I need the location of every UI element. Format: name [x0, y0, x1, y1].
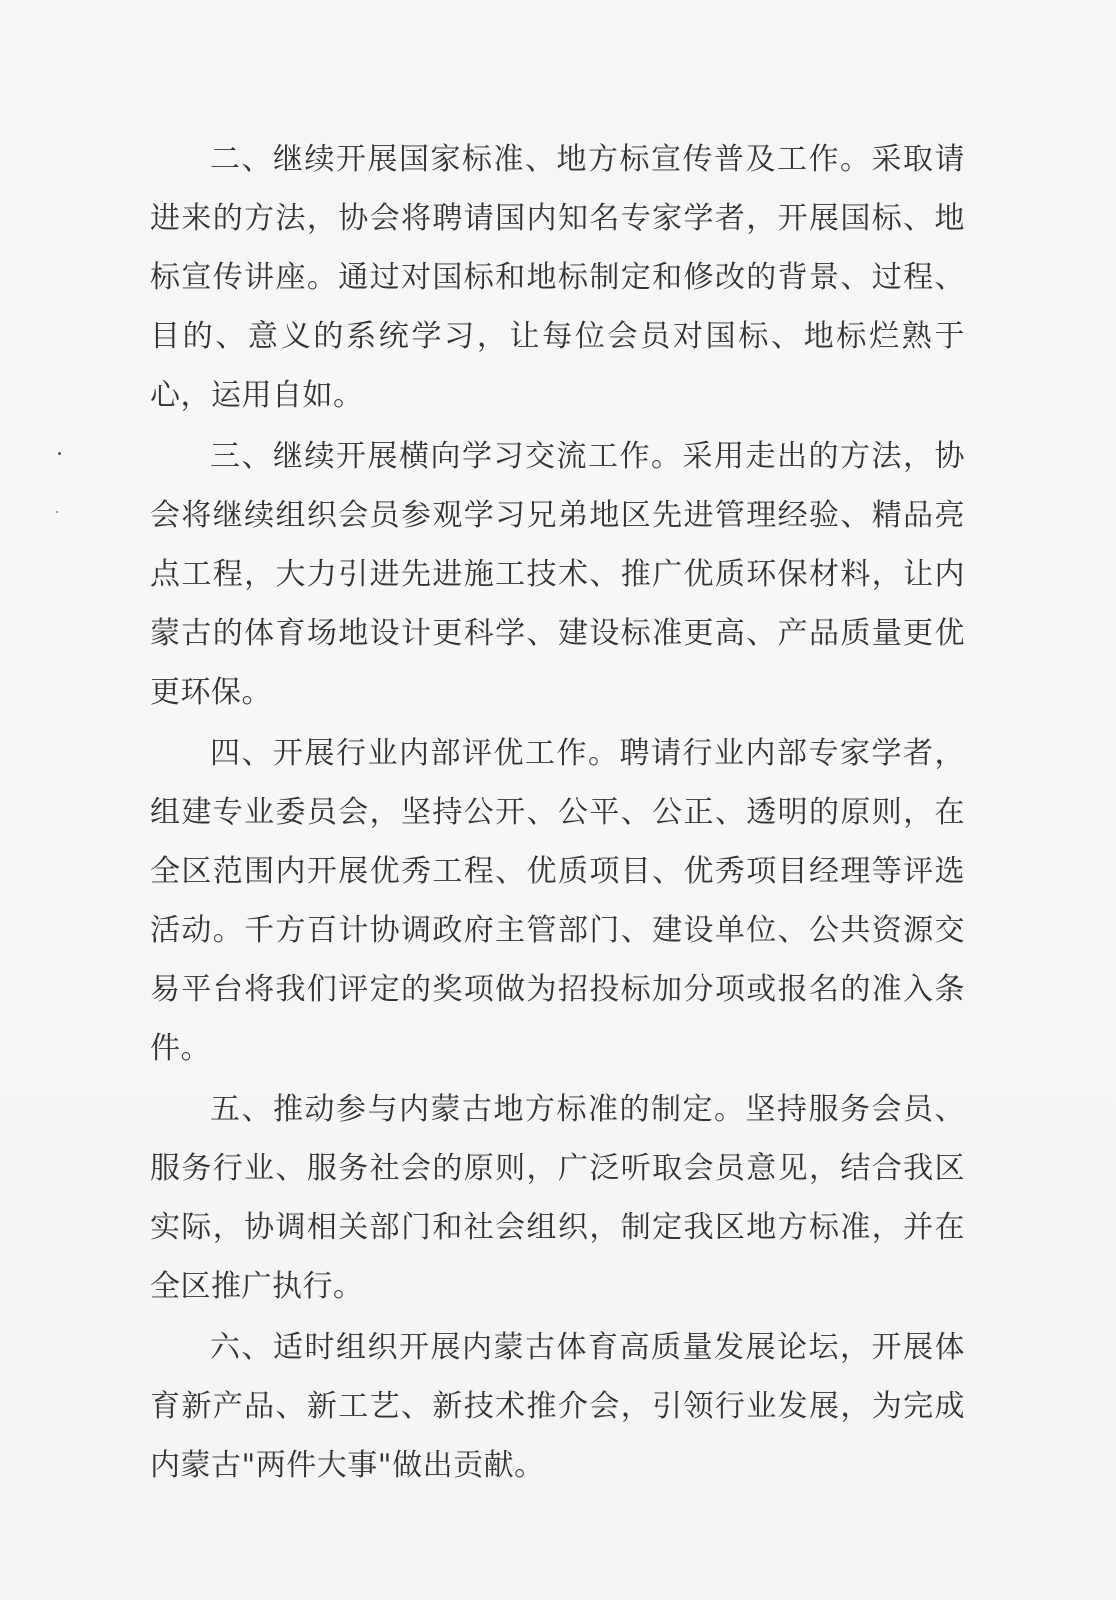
document-body [150, 130, 965, 1497]
paragraph-5: 五、推动参与内蒙古地方标准的制定。坚持服务会员、服务行业、服务社会的原则，广泛听取会员意见，结合我区实际，协调相关部门和社会组织，制定我区地方标准，并在全区推广执行。 [150, 1092, 965, 1304]
paragraph-2: 二、继续开展国家标准、地方标宣传普及工作。采取请进来的方法，协会将聘请国内知名专家学者，开展国标、地标宣传讲座。通过对国标和地标制定和修改的背景、过程、目的、意义的系统学习，让每位会员对国标、地标烂熟于心，运用自如。 [150, 142, 965, 413]
scan-dot [56, 511, 58, 513]
paragraph-3: 三、继续开展横向学习交流工作。采用走出的方法，协会将继续组织会员参观学习兄弟地区先进管理经验、精品亮点工程，大力引进先进施工技术、推广优质环保材料，让内蒙古的体育场地设计更科学、建设标准更高、产品质量更优更环保。 [150, 439, 965, 710]
paragraph-6: 六、适时组织开展内蒙古体育高质量发展论坛，开展体育新产品、新工艺、新技术推介会，引领行业发展，为完成内蒙古"两件大事"做出贡献。 [150, 1330, 965, 1483]
scan-dot [58, 452, 61, 455]
paragraph-4: 四、开展行业内部评优工作。聘请行业内部专家学者，组建专业委员会，坚持公开、公平、公正、透明的原则，在全区范围内开展优秀工程、优质项目、优秀项目经理等评选活动。千方百计协调政府主管部门、建设单位、公共资源交易平台将我们评定的奖项做为招投标加分项或报名的准入条件。 [150, 736, 965, 1066]
